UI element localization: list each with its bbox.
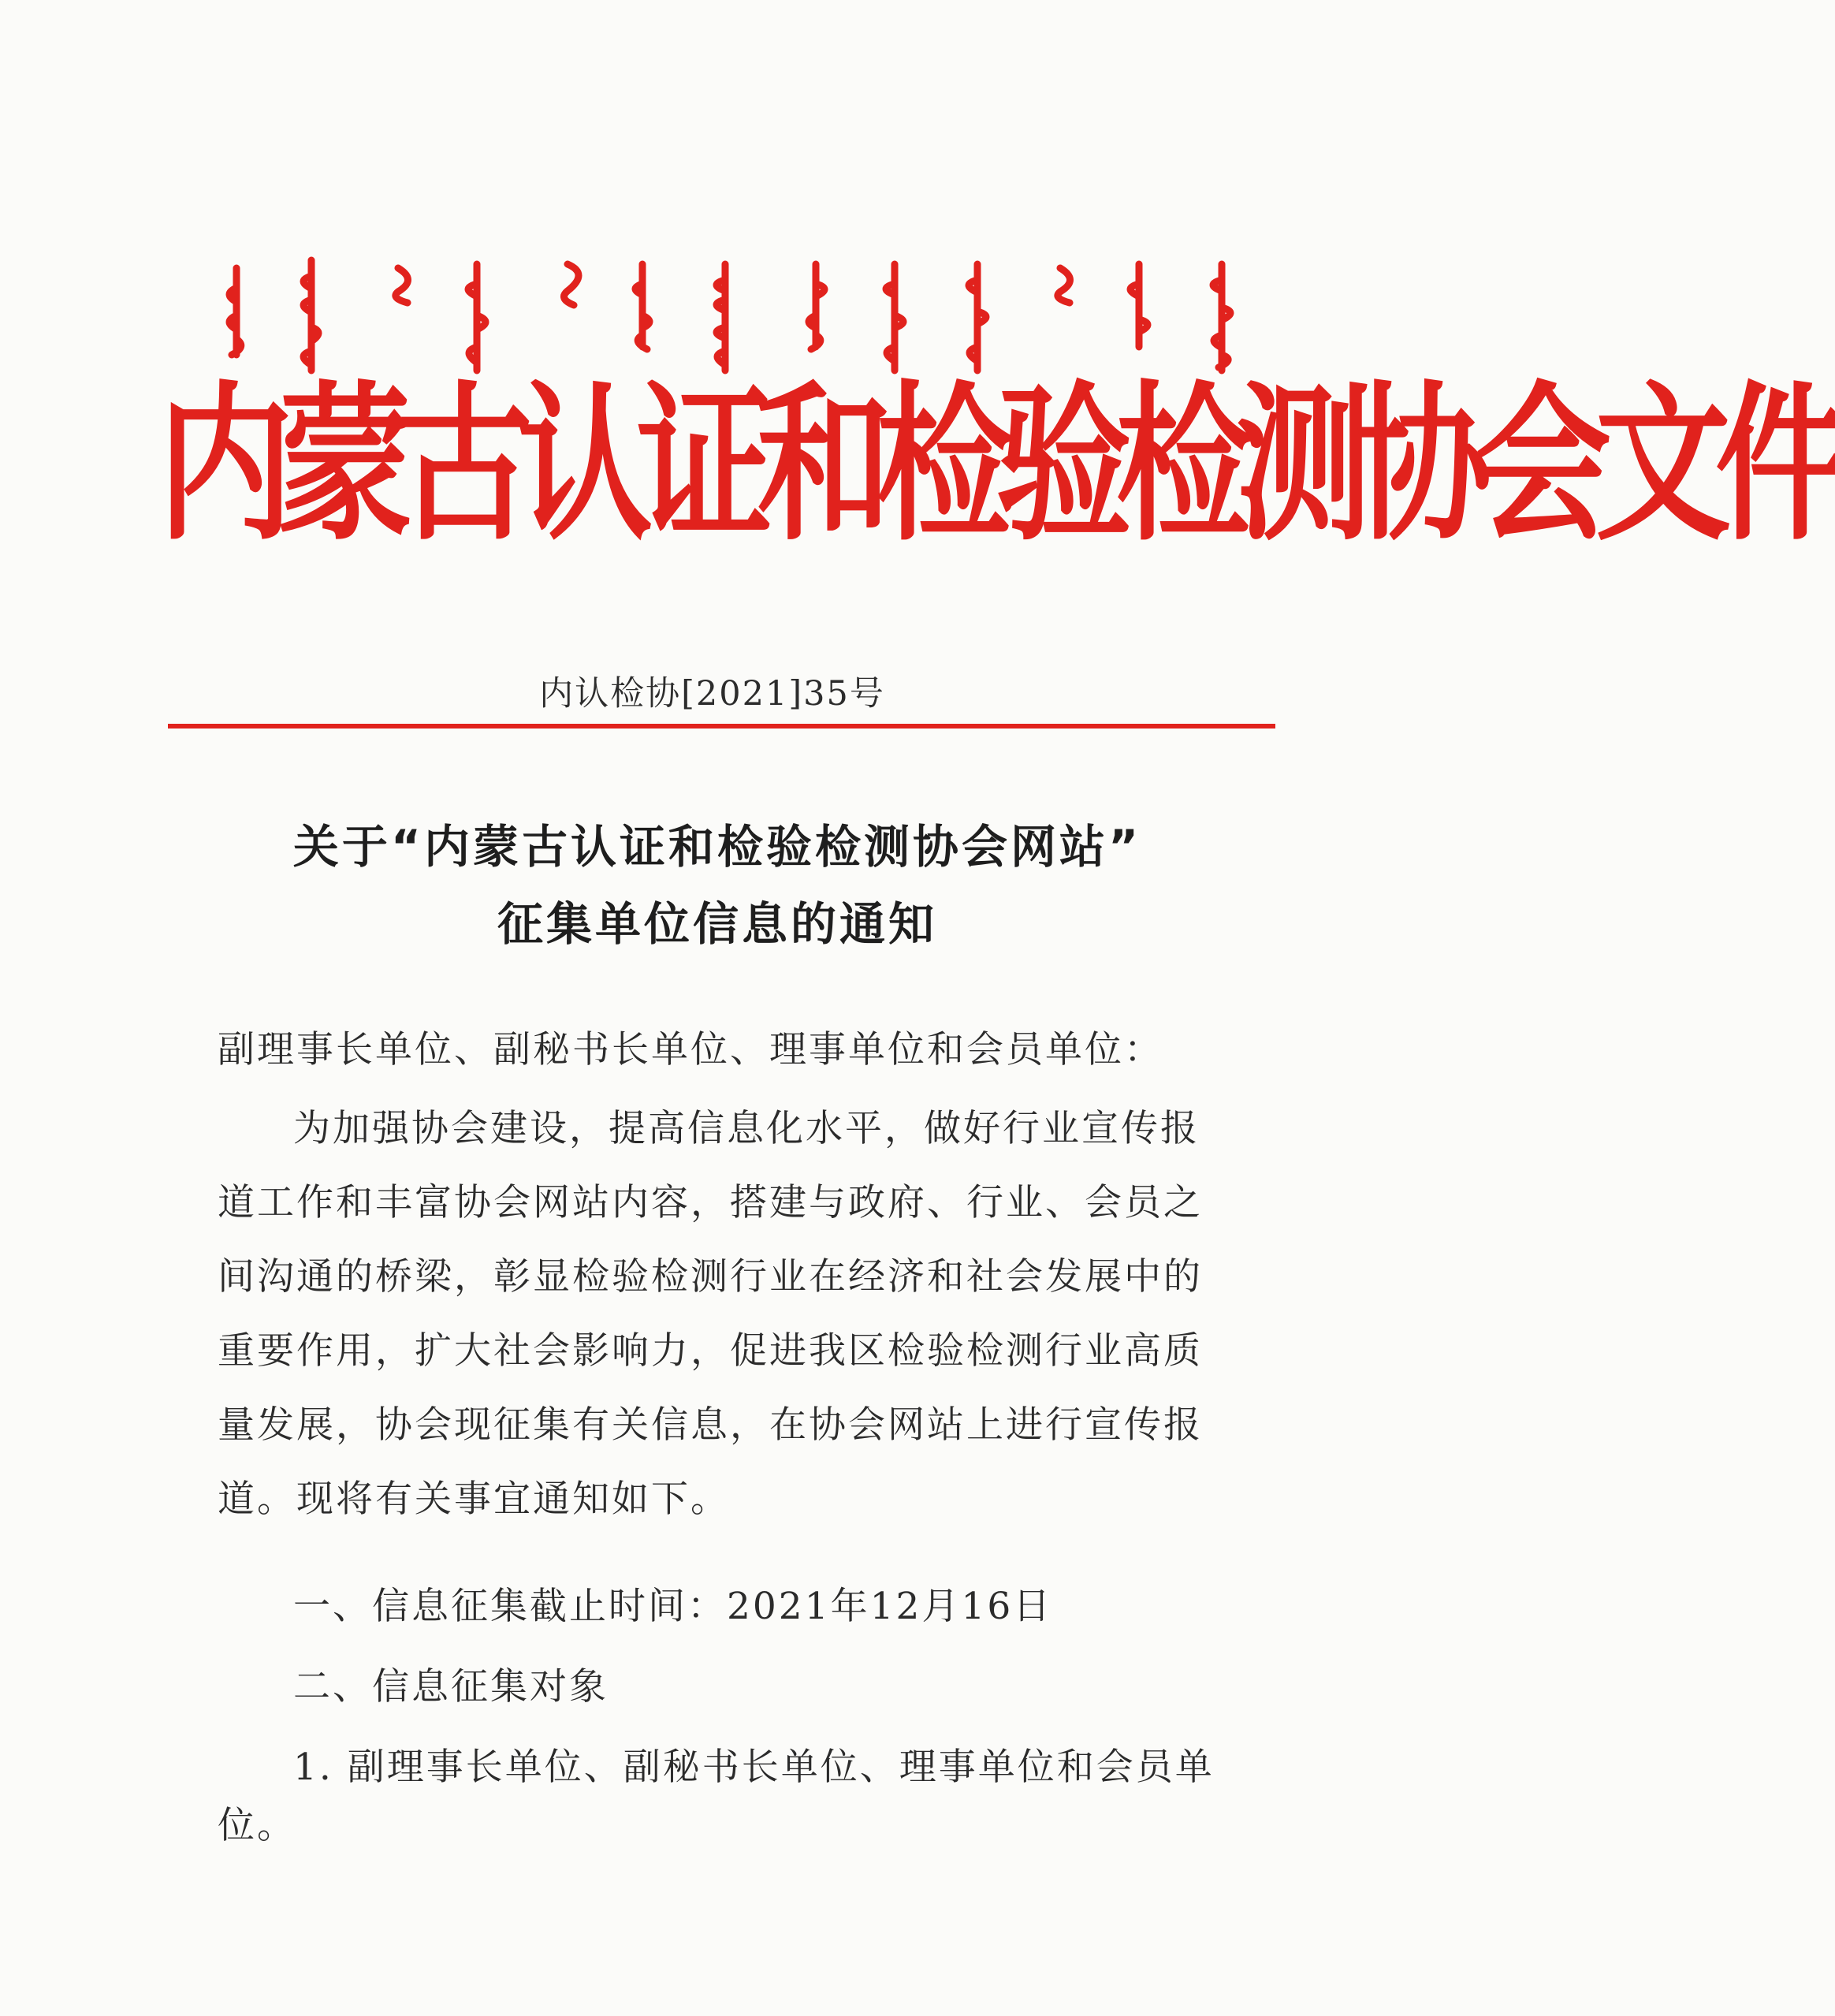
document-number: 内认检协[2021]35号 (539, 674, 885, 714)
section-two-item-1: 1. 副理事长单位、副秘书长单位、理事单位和会员单 (293, 1746, 1215, 1789)
paragraph-line: 道。现将有关事宜通知如下。 (218, 1478, 730, 1521)
paragraph-line: 道工作和丰富协会网站内容，搭建与政府、行业、会员之 (218, 1181, 1203, 1224)
notice-title-line-2: 征集单位信息的通知 (497, 897, 937, 951)
paragraph-line: 为加强协会建设，提高信息化水平，做好行业宣传报 (293, 1107, 1200, 1150)
salutation: 副理事长单位、副秘书长单位、理事单位和会员单位： (218, 1028, 1163, 1071)
section-one-deadline: 一、信息征集截止时间：2021年12月16日 (293, 1585, 1053, 1628)
paragraph-line: 间沟通的桥梁，彰显检验检测行业在经济和社会发展中的 (218, 1255, 1203, 1299)
paragraph-line: 量发展，协会现征集有关信息，在协会网站上进行宣传报 (218, 1403, 1203, 1447)
organization-title: 内蒙古认证和检验检测协会文件 (158, 365, 1835, 564)
paragraph-line: 重要作用，扩大社会影响力，促进我区检验检测行业高质 (218, 1329, 1203, 1373)
section-two-heading: 二、信息征集对象 (293, 1665, 609, 1709)
section-two-item-1-continued: 位。 (218, 1804, 296, 1847)
red-divider-rule (168, 724, 1275, 729)
notice-title-line-1: 关于“内蒙古认证和检验检测协会网站” (292, 820, 1142, 874)
